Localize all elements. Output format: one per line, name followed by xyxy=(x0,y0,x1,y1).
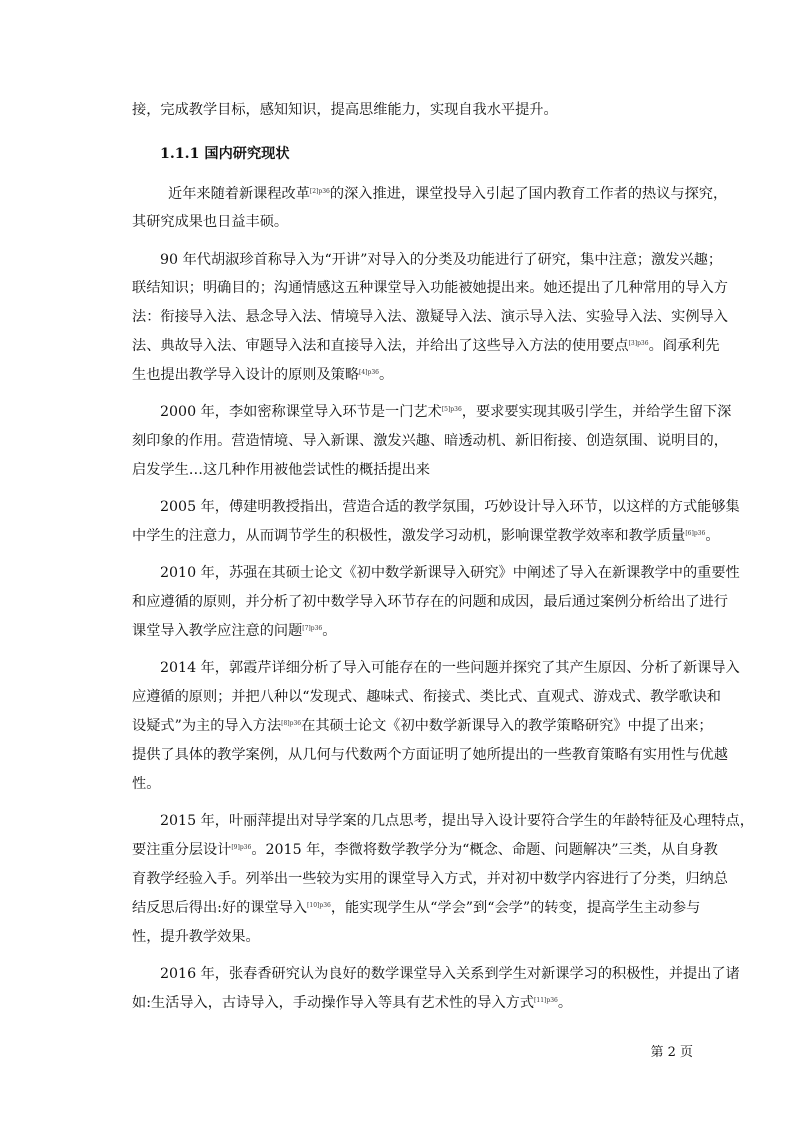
text-line: 设疑式”为主的导入方法$^{[8]p36}$在其硕士论文《初中数学新课导入的教学策略研究》中提了出来； xyxy=(132,718,713,734)
text-line: 提供了具体的教学案例，从几何与代数两个方面证明了她所提出的一些教育策略有实用性与优越 xyxy=(132,747,728,763)
text-line: 联结知识；明确目的；沟通情感这五种课堂导入功能被她提出来。她还提出了几种常用的导入方 xyxy=(132,280,728,296)
text-line: 2005 年，傅建明教授指出，营造合适的教学氛围，巧妙设计导入环节，以这样的方式能够集 xyxy=(160,499,740,515)
citation: [9]p36 xyxy=(231,844,252,851)
citation: [2]p36 xyxy=(309,188,330,195)
citation: [6]p36 xyxy=(685,530,706,537)
text-line: 刻印象的作用。营造情境、导入新课、激发兴趣、暗透动机、新旧衔接、创造氛围、说明目的， xyxy=(132,433,728,449)
text-line: 接，完成教学目标，感知知识，提高思维能力，实现自我水平提升。 xyxy=(132,102,558,118)
text-line: 要注重分层设计$^{[9]p36}$。2015 年，李微将数学教学分为“概念、命题、问题解决”三类，从自身教 xyxy=(132,842,718,858)
citation: [5]p36 xyxy=(441,406,462,413)
text-line: 育教学经验入手。列举出一些较为实用的课堂导入方式，并对初中数学内容进行了分类，归纳总 xyxy=(132,871,728,887)
text-line: 启发学生…这几种作用被他尝试性的概括提出来 xyxy=(132,462,430,478)
text-line: 法、典故导入法、审题导入法和直接导入法，并给出了这些导入方法的使用要点$^{[3]p36}$。阎承利先 xyxy=(132,338,720,354)
text-line: 其研究成果也日益丰硕。 xyxy=(132,214,289,230)
text-line: 2015 年，叶丽萍提出对导学案的几点思考，提出导入设计要符合学生的年龄特征及心理特点， xyxy=(160,813,754,829)
citation: [11]p36 xyxy=(534,997,558,1004)
text-line: 法：衔接导入法、悬念导入法、情境导入法、激疑导入法、演示导入法、实验导入法、实例导入 xyxy=(132,309,728,325)
text-line: 性，提升教学效果。 xyxy=(132,929,260,945)
text-line: 结反思后得出:好的课堂导入$^{[10]p36}$，能实现学生从“学会”到“会学”的转变，提高学生主动参与 xyxy=(132,900,701,916)
citation: [7]p36 xyxy=(302,625,323,632)
text-line: 90 年代胡淑珍首称导入为“开讲”对导入的分类及功能进行了研究，集中注意；激发兴趣； xyxy=(160,252,723,268)
text-line: 近年来随着新课程改革$^{[2]p36}$的深入推进，课堂投导入引起了国内教育工作者的热议与探究， xyxy=(168,186,728,202)
citation: [8]p36 xyxy=(281,720,302,727)
section-heading: 1.1.1 国内研究现状 xyxy=(160,146,290,162)
text-line: 2016 年，张春香研究认为良好的数学课堂导入关系到学生对新课学习的积极性，并提出了诸 xyxy=(160,966,740,982)
text-line: 2014 年，郭霞芹详细分析了导入可能存在的一些问题并探究了其产生原因、分析了新课导入 xyxy=(160,660,740,676)
citation: [3]p36 xyxy=(628,340,649,347)
text-line: 课堂导入教学应注意的问题$^{[7]p36}$。 xyxy=(132,623,337,639)
citation: [4]p36 xyxy=(359,369,379,376)
citation: [10]p36 xyxy=(307,902,331,909)
text-line: 生也提出教学导入设计的原则及策略$^{[4]p36}$。 xyxy=(132,367,394,383)
text-line: 2010 年，苏强在其硕士论文《初中数学新课导入研究》中阐述了导入在新课教学中的重要性 xyxy=(160,565,740,581)
text-line: 应遵循的原则；并把八种以“发现式、趣味式、衔接式、类比式、直观式、游戏式、教学歌诀和 xyxy=(132,689,721,705)
page-number: 第 2 页 xyxy=(650,1045,693,1060)
text-line: 中学生的注意力，从而调节学生的积极性，激发学习动机，影响课堂教学效率和教学质量$^{[6]p36}$。 xyxy=(132,528,720,544)
text-line: 2000 年，李如密称课堂导入环节是一门艺术$^{[5]p36}$，要求要实现其吸引学生，并给学生留下深 xyxy=(160,404,732,420)
text-line: 如:生活导入，古诗导入，手动操作导入等具有艺术性的导入方式$^{[11]p36}$。 xyxy=(132,995,573,1011)
text-line: 和应遵循的原则，并分析了初中数学导入环节存在的问题和成因，最后通过案例分析给出了进行 xyxy=(132,594,728,610)
text-line: 性。 xyxy=(132,776,161,792)
